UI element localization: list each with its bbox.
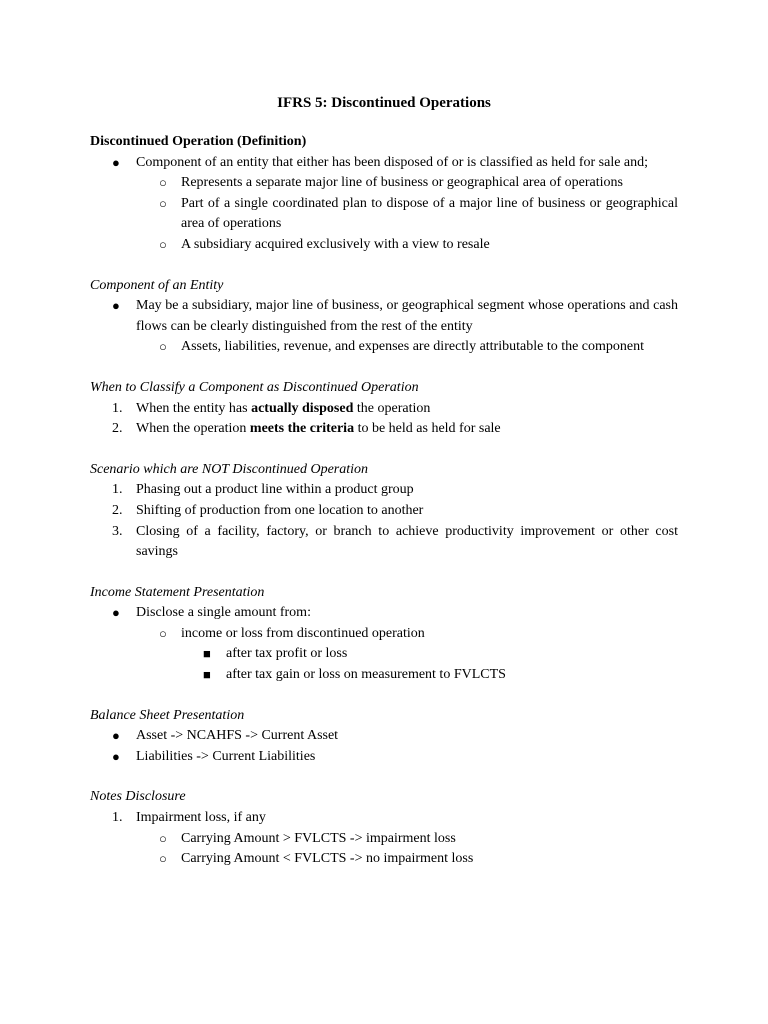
balance-list bbox=[90, 726, 678, 767]
list-item-text: May be a subsidiary, major line of business, or geographical segment whose operations and cash flows can be clearly distinguished from the rest of the entity bbox=[136, 298, 678, 334]
list-item bbox=[90, 747, 678, 768]
list-item bbox=[90, 153, 678, 174]
circle-marker: ○ bbox=[159, 175, 167, 191]
section-heading-component: Component of an Entity bbox=[90, 277, 224, 293]
bullet-marker: ● bbox=[112, 154, 120, 170]
section-heading-balance: Balance Sheet Presentation bbox=[90, 707, 245, 723]
definition-list bbox=[90, 153, 678, 256]
section-heading-notes: Notes Disclosure bbox=[90, 789, 186, 805]
sub-list-item bbox=[90, 194, 678, 235]
circle-marker: ○ bbox=[159, 625, 167, 641]
list-item bbox=[90, 808, 678, 829]
list-item-text: Shifting of production from one location to another bbox=[136, 502, 424, 518]
circle-marker: ○ bbox=[159, 195, 167, 211]
list-item-text: Component of an entity that either has been disposed of or is classified as held for sale and; bbox=[136, 154, 649, 170]
list-item-text: Phasing out a product line within a product group bbox=[136, 482, 414, 498]
list-item-text: Carrying Amount > FVLCTS -> impairment loss bbox=[181, 830, 456, 846]
sub-sub-list-item bbox=[90, 665, 678, 686]
list-item-text: Assets, liabilities, revenue, and expenses are directly attributable to the component bbox=[181, 339, 645, 355]
sub-list-item bbox=[90, 849, 678, 870]
bullet-marker: ● bbox=[112, 298, 120, 314]
list-item-text: after tax gain or loss on measurement to FVLCTS bbox=[226, 667, 506, 683]
list-item bbox=[90, 296, 678, 337]
sub-list-item bbox=[90, 173, 678, 194]
when-list bbox=[90, 399, 678, 440]
section-heading-when: When to Classify a Component as Discontinued Operation bbox=[90, 379, 419, 395]
list-item-text: Carrying Amount < FVLCTS -> no impairment loss bbox=[181, 851, 474, 867]
document-page bbox=[90, 93, 678, 870]
bullet-marker: ● bbox=[112, 748, 120, 764]
list-item-text: Impairment loss, if any bbox=[136, 810, 266, 826]
square-marker: ■ bbox=[203, 646, 211, 662]
number-marker: 1. bbox=[112, 400, 123, 416]
sub-list-item bbox=[90, 829, 678, 850]
list-item bbox=[90, 726, 678, 747]
list-item bbox=[90, 419, 678, 440]
list-item bbox=[90, 399, 678, 420]
document-title: IFRS 5: Discontinued Operations bbox=[277, 95, 491, 111]
list-item-text: A subsidiary acquired exclusively with a view to resale bbox=[181, 236, 490, 252]
list-item-text: Represents a separate major line of business or geographical area of operations bbox=[181, 175, 623, 191]
list-item-text-pre: When the entity has bbox=[136, 400, 252, 416]
list-item-text: after tax profit or loss bbox=[226, 646, 348, 662]
list-item-text: Part of a single coordinated plan to dispose of a major line of business or geographical area of operations bbox=[181, 195, 678, 232]
square-marker: ■ bbox=[203, 667, 211, 683]
list-item-text-post: the operation bbox=[353, 400, 431, 416]
circle-marker: ○ bbox=[159, 339, 167, 355]
number-marker: 2. bbox=[112, 502, 123, 518]
list-item-text: Closing of a facility, factory, or branch to achieve productivity improvement or other cost savings bbox=[136, 523, 678, 560]
component-list bbox=[90, 296, 678, 358]
number-marker: 1. bbox=[112, 482, 123, 498]
circle-marker: ○ bbox=[159, 851, 167, 867]
income-list bbox=[90, 603, 678, 685]
list-item bbox=[90, 501, 678, 522]
number-marker: 3. bbox=[112, 523, 123, 539]
sub-sub-list-item bbox=[90, 644, 678, 665]
sub-list-item bbox=[90, 337, 678, 358]
list-item-text: Liabilities -> Current Liabilities bbox=[136, 748, 316, 764]
notes-list bbox=[90, 808, 678, 870]
list-item-text-post: to be held as held for sale bbox=[354, 421, 501, 437]
sub-list-item bbox=[90, 235, 678, 256]
number-marker: 1. bbox=[112, 810, 123, 826]
circle-marker: ○ bbox=[159, 236, 167, 252]
sub-list-item bbox=[90, 624, 678, 645]
list-item-text-pre: When the operation bbox=[136, 421, 250, 437]
list-item-emphasis: actually disposed bbox=[251, 400, 354, 416]
list-item bbox=[90, 480, 678, 501]
section-heading-definition: Discontinued Operation (Definition) bbox=[90, 134, 307, 149]
list-item-emphasis: meets the criteria bbox=[249, 421, 355, 437]
not-list bbox=[90, 480, 678, 562]
list-item-text: Disclose a single amount from: bbox=[136, 605, 311, 621]
section-heading-income: Income Statement Presentation bbox=[90, 584, 265, 600]
number-marker: 2. bbox=[112, 421, 123, 437]
list-item-text: income or loss from discontinued operation bbox=[181, 625, 425, 641]
list-item-text: Asset -> NCAHFS -> Current Asset bbox=[136, 728, 339, 744]
list-item bbox=[90, 603, 678, 624]
list-item bbox=[90, 522, 678, 563]
bullet-marker: ● bbox=[112, 605, 120, 621]
bullet-marker: ● bbox=[112, 728, 120, 744]
circle-marker: ○ bbox=[159, 830, 167, 846]
section-heading-not: Scenario which are NOT Discontinued Operation bbox=[90, 461, 369, 477]
